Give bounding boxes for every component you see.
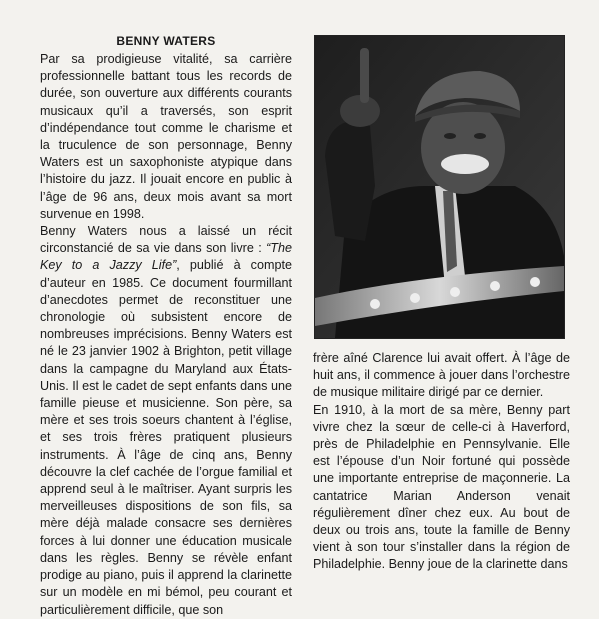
left-paragraph-2: [40, 223, 292, 619]
benny-waters-photo: [314, 35, 565, 339]
right-column: [313, 350, 570, 574]
right-paragraph-1: frère aîné Clarence lui avait offert. À l’âge de huit ans, il commence à jouer dans l’orchestre de musique militaire dirigé par ce dernier.: [313, 351, 570, 400]
left-column: [40, 34, 292, 619]
paragraph-2-body: , publié à compte d’auteur en 1985. Ce document fourmillant d’anecdotes permet de reconstituer une chronologie où subsistent encore de nombreuses imprécisions. Benny Waters est né le 23 janvier 1902 à Brighton, petit village dans la campagne du Maryland aux États-Unis. Il est le cadet de sept enfants dans une famille pieuse et musicienne. Son père, sa mère et ses trois soeurs chantent à l’église, et ses trois frères pratiquent plusieurs instruments. À l’âge de cinq ans, Benny découvre la clef cachée de l’orgue familial et apprend seul à le maîtriser. Ayant surpris les merveilleuses dispositions de son fils, sa mère déjà malade consacre ses dernières forces à lui donner une éducation musicale dans les règles. Benny se révèle enfant prodige au piano, puis il apprend la clarinette sur un modèle en mi bémol, peu courant et particulièrement difficile, que son: [40, 258, 292, 617]
article-title: BENNY WATERS: [116, 34, 216, 48]
book-title: “The Key to a Jazzy Life”: [40, 241, 292, 273]
paragraph-2-intro: Benny Waters nous a laissé un récit circonstancié de sa vie dans son livre :: [40, 224, 292, 256]
right-paragraph-2: En 1910, à la mort de sa mère, Benny part vivre chez la sœur de celle-ci à Haverford, près de Philadelphie en Pennsylvanie. Elle est l’épouse d’un Noir fortuné qui possède une importante entreprise de maçonnerie. La cantatrice Marian Anderson venait régulièrement dîner chez eux. Au bout de deux ou trois ans, toute la famille de Benny vient à son tour s’installer dans la région de Philadelphie. Benny joue de la clarinette dans: [313, 402, 570, 572]
left-paragraph-1: Par sa prodigieuse vitalité, sa carrière professionnelle battant tous les records de durée, son ouverture aux différents courants musicaux qu’il a traversés, son esprit d’indépendance tout comme le charisme et la truculence de son personnage, Benny Waters est un saxophoniste atypique dans l’histoire du jazz. Il jouait encore en public à l’âge de 96 ans, deux mois avant sa mort survenue en 1998.: [40, 52, 292, 221]
